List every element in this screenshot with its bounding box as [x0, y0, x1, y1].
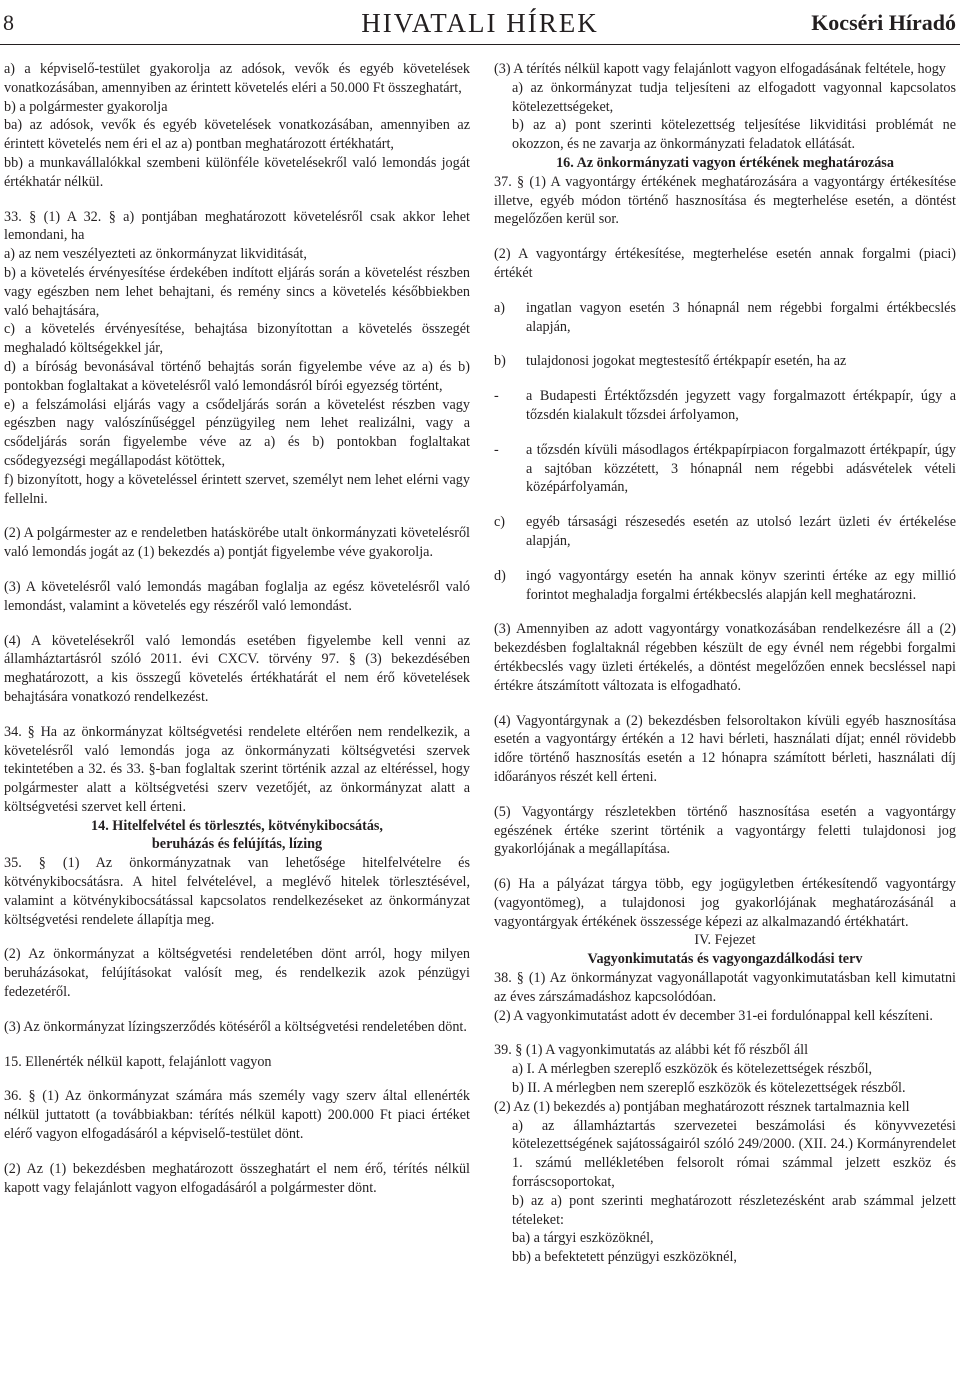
paragraph: 39. § (1) A vagyonkimutatás az alábbi két fő részből áll: [494, 1042, 809, 1059]
paragraph: b) a polgármester gyakorolja: [4, 98, 168, 115]
paragraph: d) a bíróság bevonásával történő behajtás során figyelembe véve az a) és b) pontokban foglaltakat a követelésről való lemondásról bírói egyezség történt,: [4, 358, 470, 394]
paragraph: (4) A követelésekről való lemondás esetében figyelembe kell venni az államháztartásról szóló 2011. évi CXCV. törvény 97. § (3) bekezdésében meghatározott, a kis összegű követelés értékhatárát el nem érő követelések behajtására vonatkozó rendelkezést.: [4, 632, 470, 705]
paragraph: c) a követelés érvényesítése, behajtása bizonyítottan a követelés összegét meghaladó költségekkel jár,: [4, 321, 470, 357]
paragraph: 34. § Ha az önkormányzat költségvetési rendelete eltérően nem rendelkezik, a követelésről való lemondás joga az önkormányzati költségvetési szervek tekintetében a 32. és 33. §-ban foglaltak szerint történik azzal az eltéréssel, hogy polgármester alatt a költségvetési szerv vezetőjét, az önkormányzat alatt a költségvetési szervet kell érteni.: [4, 723, 470, 815]
paragraph: (4) Vagyontárgynak a (2) bekezdésben felsoroltakon kívüli egyéb hasznosítása esetén a vagyontárgy értékén a 12 havi bérleti, használati díjat; ennél rövidebb időre történő hasznosítás esetén a 12 hónapra számított bérleti, használati díj időarányos részét kell érteni.: [494, 712, 956, 785]
left-column: [4, 60, 470, 1197]
paragraph: bb) a munkavállalókkal szembeni különféle követelésekről való lemondás jogát értékhatár nélkül.: [4, 154, 470, 190]
paragraph: (5) Vagyontárgy részletekben történő hasznosítása esetén a vagyontárgy egészének értéke szerint történik a vagyontárgy feletti tulajdonosi jog gyakorlójának a megállapítása.: [494, 803, 956, 858]
list-text: tulajdonosi jogokat megtestesítő értékpapír esetén, ha az: [526, 353, 847, 370]
paragraph: b) a követelés érvényesítése érdekében indított eljárás során a követelést részben vagy egészben nem lehet behajtani, és remény sincs a követelés későbbiekben való behajtására,: [4, 264, 470, 319]
paragraph: (2) Az önkormányzat a költségvetési rendeletében dönt arról, hogy milyen beruházásokat, felújításokat valósít meg, és rendelkezik azok pénzügyi fedezetéről.: [4, 946, 470, 1001]
paragraph: (3) A követelésről való lemondás magában foglalja az egész követelésről való lemondást, valamint a követelés egy részéről való lemondást.: [4, 578, 470, 614]
paragraph: a) az nem veszélyezteti az önkormányzat likviditását,: [4, 246, 307, 263]
list-item: [494, 441, 956, 497]
paragraph: (3) Amennyiben az adott vagyontárgy vonatkozásában rendelkezésre áll a (2) bekezdésben foglaltaknál régebben készült de egy évnél nem régebbi forgalmi értékbecslés vagy üzleti értékelés, a döntést megelőzően ennek becsléssel napi értékre átszámított változata is elfogadható.: [494, 621, 956, 694]
page-number: 8: [3, 10, 14, 35]
section-heading: beruházás és felújítás, lízing: [151, 836, 323, 853]
paragraph: ba) az adósok, vevők és egyéb követelések vonatkozásában, amennyiben az érintett követelés nem éri el az a) pontban meghatározott értékhatárt,: [4, 117, 470, 153]
paragraph: e) a felszámolási eljárás vagy a csődeljárás során a követelést részben vagy egészben nagy valószínűséggel pénzügyileg nem lehet realizálni, vagy a csődeljárás során figyelembe véve az a) és b) pontokban foglaltakat csődegyezségi megállapodást kötöttek,: [4, 396, 470, 469]
paragraph: 36. § (1) Az önkormányzat számára más személy vagy szerv által ellenérték nélkül juttatott (a továbbiakban: térítés nélkül kapott) 200.000 Ft piaci értéket elérő vagyon elfogadásáról a képviselő-testület dönt.: [4, 1088, 470, 1143]
chapter-title: Vagyonkimutatás és vagyongazdálkodási terv: [587, 951, 863, 968]
section-heading: 14. Hitelfelvétel és törlesztés, kötvénykibocsátás,: [91, 817, 383, 834]
list-marker: c): [494, 514, 506, 531]
section-heading: 15. Ellenérték nélkül kapott, felajánlott vagyon: [4, 1053, 272, 1070]
paragraph: (3) A térítés nélkül kapott vagy felajánlott vagyon elfogadásának feltétele, hogy: [494, 61, 946, 77]
list-item: [494, 567, 956, 605]
list-marker: a): [494, 299, 506, 316]
paragraph: (2) A polgármester az e rendeletben hatáskörébe utalt önkormányzati követelésről való lemondás jogát az (1) bekezdés a) pontját figyelembe véve gyakorolja.: [4, 525, 470, 561]
list-item: [494, 387, 956, 425]
list-text: ingó vagyontárgy esetén ha annak könyv szerinti értéke az egy millió forintot meghaladja forgalmi értékbecslés alapján kell meghatározni.: [526, 567, 956, 603]
list-item: [494, 299, 956, 337]
paragraph: (3) Az önkormányzat lízingszerződés kötéséről a költségvetési rendeletében dönt.: [4, 1018, 467, 1035]
paragraph: 37. § (1) A vagyontárgy értékének meghatározására a vagyontárgy értékesítése illetve, egyéb módon történő hasznosítása és megterhelése esetén, a döntést megelőzően kerül sor.: [494, 173, 956, 228]
list-text: a Budapesti Értéktőzsdén jegyzett vagy forgalmazott értékpapír, úgy a tőzsdén kialakult tőzsdei árfolyamon,: [526, 388, 956, 423]
list-text: a tőzsdén kívüli másodlagos értékpapírpiacon forgalmazott értékpapír, úgy a sajtóban közzétett, 3 hónapnál nem régebbi adásvételek vételi középárfolyamán,: [526, 441, 956, 496]
right-column: [494, 60, 956, 1267]
section-title: HIVATALI HÍREK: [361, 8, 599, 38]
paragraph: (6) Ha a pályázat tárgya több, egy jogügyletben értékesítendő vagyontárgy (vagyontömeg), a tulajdonosi jog gyakorlójának meghatározásánál a vagyontárgyak értékének összessége képezi az alkalmazandó értékhatárt.: [494, 876, 956, 930]
paragraph: 38. § (1) Az önkormányzat vagyonállapotát vagyonkimutatásban kell kimutatni az éves zárszámadáshoz kapcsolódóan.: [494, 970, 956, 1005]
paragraph: b) az a) pont szerinti kötelezettség teljesítése likviditási problémát ne okozzon, és ne zavarja az önkormányzati feladatok ellátását.: [512, 117, 956, 153]
paragraph: 35. § (1) Az önkormányzatnak van lehetősége hitelfelvételre és kötvénykibocsátásra. A hitel felvételével, a meglévő hitelek törlesztésével, valamint a kötvénykibocsátással kapcsolatos rendelkezéseket az önkormányzat költségvetési rendelete állapítja meg.: [4, 855, 470, 928]
paragraph: b) az a) pont szerinti meghatározott részletezésként arab számmal jelzett tételeket:: [512, 1192, 956, 1228]
paragraph: b) II. A mérlegben nem szereplő eszközök és kötelezettségek részből.: [512, 1080, 906, 1097]
paragraph: bb) a befektetett pénzügyi eszközöknél,: [512, 1249, 737, 1266]
list-text: egyéb társasági részesedés esetén az utolsó lezárt üzleti év értékelése alapján,: [526, 514, 956, 549]
list-item: [494, 352, 956, 371]
section-heading: 16. Az önkormányzati vagyon értékének meghatározása: [556, 154, 894, 171]
paragraph: (2) Az (1) bekezdésben meghatározott összeghatárt el nem érő, térítés nélkül kapott vagy felajánlott vagyon elfogadásáról a polgármester dönt.: [4, 1160, 470, 1196]
paragraph: f) bizonyított, hogy a követeléssel érintett szervet, személyt nem lehet elérni vagy fellelni.: [4, 471, 470, 507]
list-text: ingatlan vagyon esetén 3 hónapnál nem régebbi forgalmi értékbecslés alapján,: [526, 299, 956, 335]
chapter-number: IV. Fejezet: [694, 932, 756, 949]
paragraph: ba) a tárgyi eszközöknél,: [512, 1230, 654, 1247]
paragraph: 33. § (1) A 32. § a) pontjában meghatározott követelésről csak akkor lehet lemondani, ha: [4, 208, 470, 244]
paragraph: a) a képviselő-testület gyakorolja az adósok, vevők és egyéb követelések vonatkozásában, amennyiben az érintett követelés eléri a 50.000 Ft összeghatárt,: [4, 61, 470, 96]
list-marker: b): [494, 353, 506, 370]
header-rule: [0, 44, 960, 45]
list-marker: -: [494, 388, 499, 405]
list-item: [494, 513, 956, 551]
paragraph: (2) A vagyontárgy értékesítése, megterhelése esetén annak forgalmi (piaci) értékét: [494, 246, 956, 281]
list-marker: -: [494, 441, 499, 458]
paragraph: (2) A vagyonkimutatást adott év december 31-ei fordulónappal kell készíteni.: [494, 1007, 933, 1024]
paragraph: a) az államháztartás szervezetei beszámolási és könyvvezetési kötelezettségének sajátosságairól szóló 249/2000. (XII. 24.) Kormányrendelet 1. számú mellékletében felsorolt római számmal jelzett eszköz és forráscsoportokat,: [512, 1117, 956, 1191]
paragraph: (2) Az (1) bekezdés a) pontjában meghatározott résznek tartalmaznia kell: [494, 1098, 910, 1115]
journal-name: Kocséri Híradó: [811, 10, 956, 35]
page-header: [0, 0, 960, 50]
list-marker: d): [494, 567, 506, 584]
paragraph: a) az önkormányzat tudja teljesíteni az elfogadott vagyonnal kapcsolatos kötelezettségeket,: [512, 79, 956, 115]
paragraph: a) I. A mérlegben szereplő eszközök és kötelezettségek részből,: [512, 1061, 873, 1078]
